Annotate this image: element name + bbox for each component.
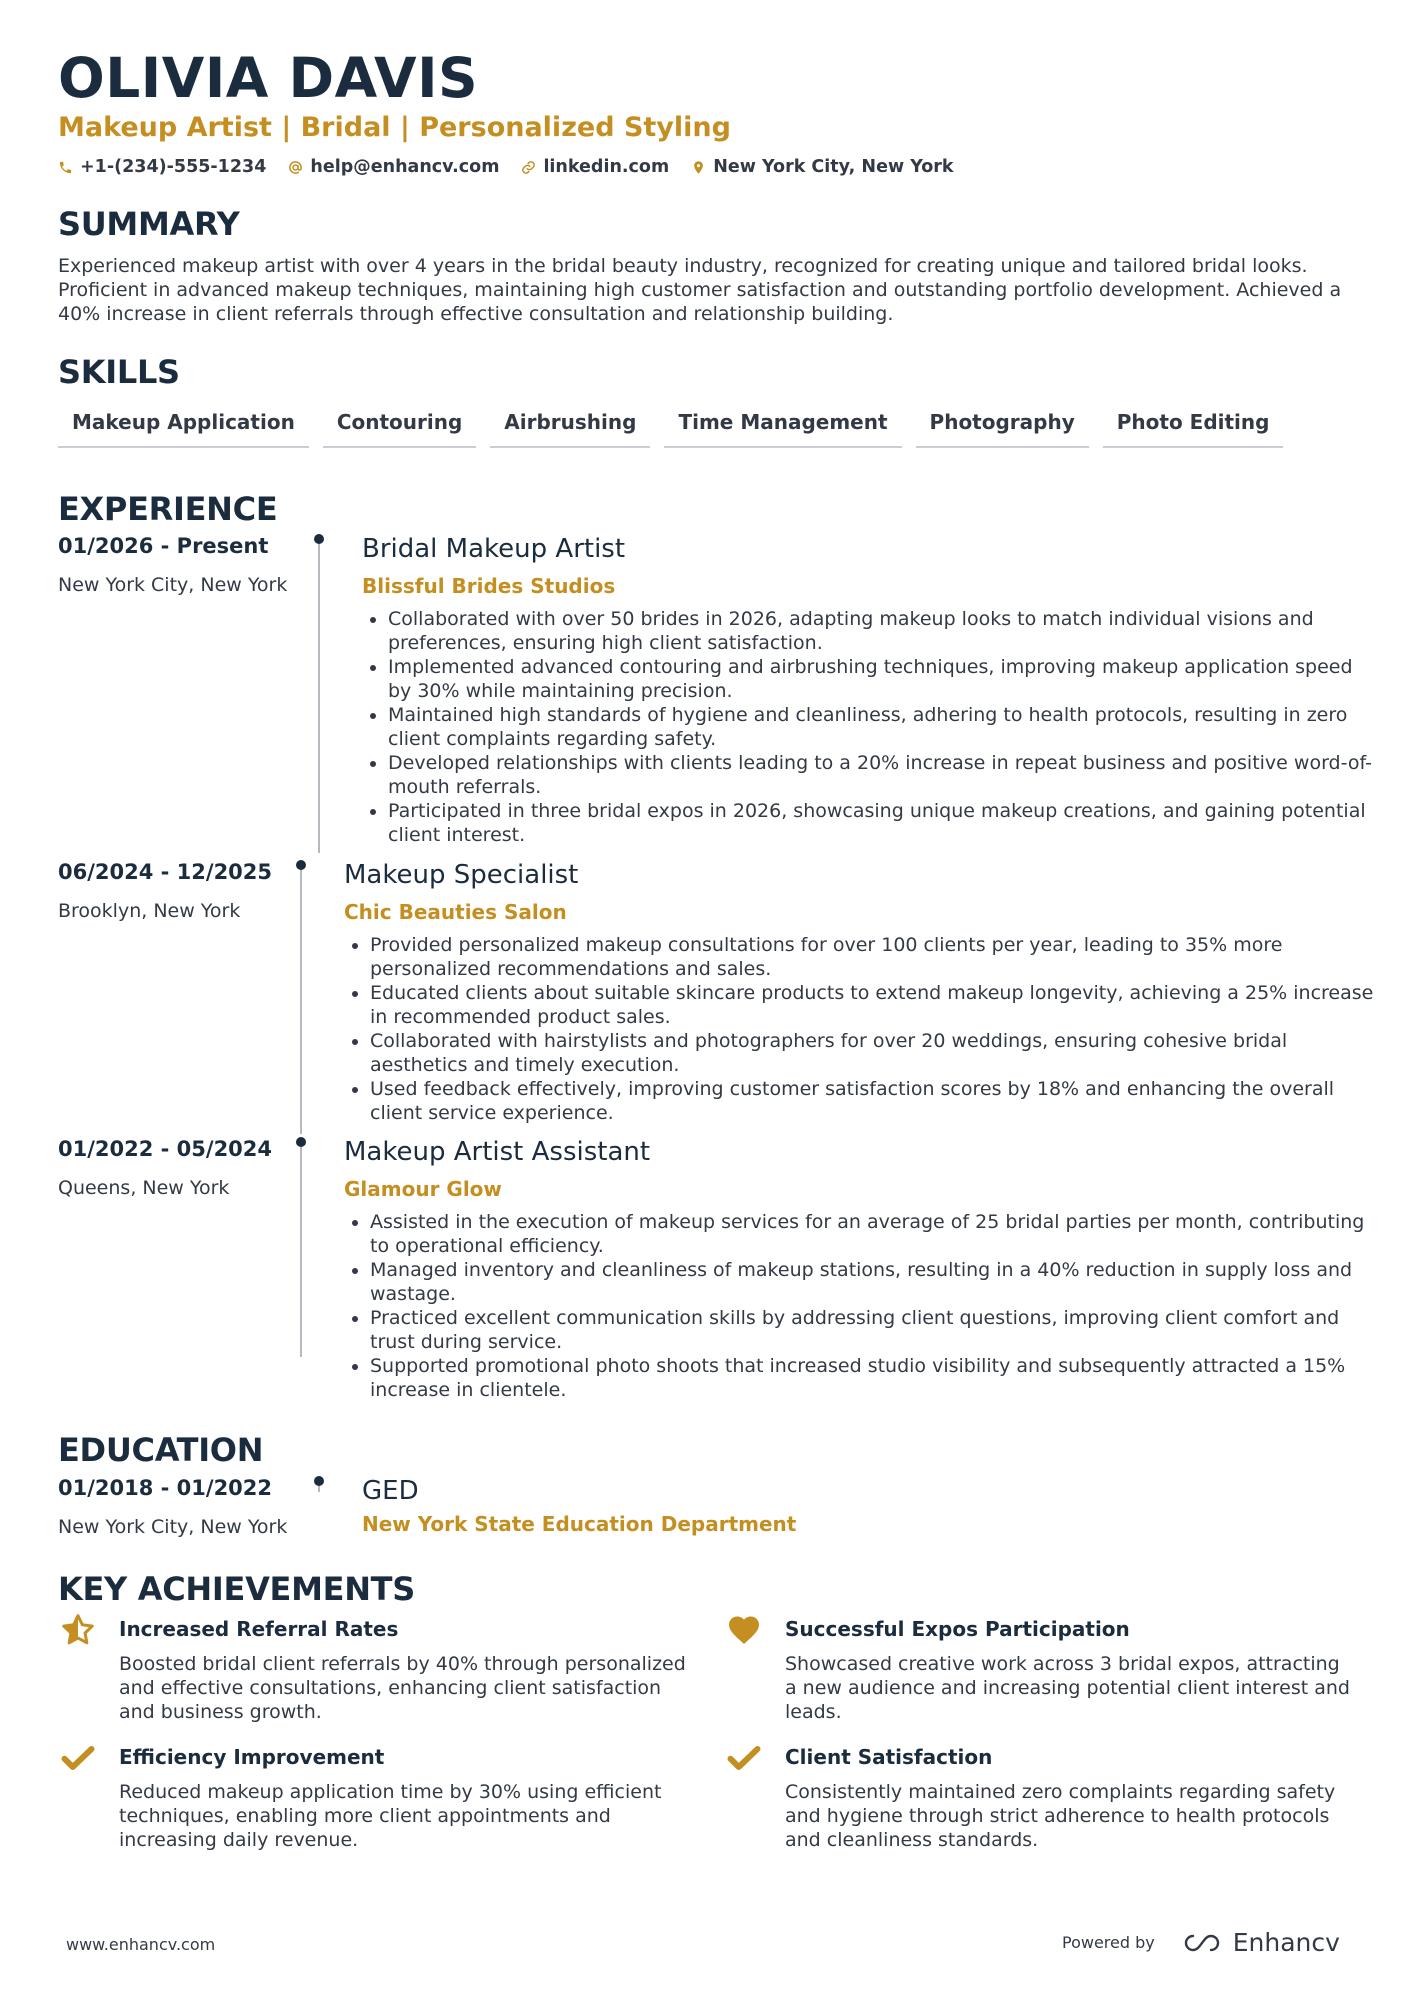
job-title: Bridal Makeup Artist [362,534,626,564]
job-company: Blissful Brides Studios [362,574,616,598]
achievement-desc: Boosted bridal client referrals by 40% through personalized and effective consultations, enhancing client satisfaction and business growth. [119,1653,686,1723]
job-location: Brooklyn, New York [58,900,241,922]
footer-powered-by [1062,1928,1340,1957]
job-dates: 06/2024 - 12/2025 [58,860,273,884]
achievement-title: Efficiency Improvement [119,1745,385,1769]
bullet-item: • Collaborated with over 50 brides in 2026, adapting makeup looks to match individual visions and preferences, ensuring high client satisfaction. [388,607,1380,655]
skills-heading: SKILLS [58,353,180,391]
job-location: Queens, New York [58,1177,230,1199]
candidate-tagline: Makeup Artist | Bridal | Personalized Styling [58,112,731,143]
job-company: Glamour Glow [344,1177,502,1201]
phone-text: +1-(234)-555-1234 [80,157,267,177]
bullet-item: • Assisted in the execution of makeup services for an average of 25 bridal parties per month, contributing to operational efficiency. [370,1210,1380,1258]
powered-by-label: Powered by [1062,1933,1155,1952]
job-dates: 01/2022 - 05/2024 [58,1137,273,1161]
skills-list [58,406,1283,448]
bullet-item: • Maintained high standards of hygiene and cleanliness, adhering to health protocols, resulting in zero client complaints regarding safety. [388,703,1380,751]
education-degree: GED [362,1476,419,1506]
heart-icon [726,1612,762,1648]
job-dates: 01/2026 - Present [58,534,269,558]
skill-tag: Contouring [323,406,476,448]
education-heading: EDUCATION [58,1431,264,1469]
bullet-item: • Provided personalized makeup consultations for over 100 clients per year, leading to 35% more personalized recommendations and sales. [370,933,1380,981]
skill-tag: Makeup Application [58,406,309,448]
footer-website[interactable]: www.enhancv.com [66,1935,216,1954]
bullet-item: • Collaborated with hairstylists and photographers for over 20 weddings, ensuring cohesive bridal aesthetics and timely execution. [370,1029,1380,1077]
bullet-item: • Implemented advanced contouring and airbrushing techniques, improving makeup application speed by 30% while maintaining precision. [388,655,1380,703]
location-pin-icon [691,160,706,175]
timeline-dot [296,860,306,870]
achievement-title: Client Satisfaction [785,1745,993,1769]
summary-text: Experienced makeup artist with over 4 years in the bridal beauty industry, recognized for creating unique and tailored bridal looks. Proficient in advanced makeup techniques, maintaining high customer satisfaction and outstanding portfolio development. Achieved a 40% increase in client referrals through effective consultation and relationship building. [58,255,1342,325]
contact-location [691,157,953,177]
contact-phone[interactable] [58,157,266,177]
timeline-line [318,538,320,853]
link-icon [521,160,536,175]
phone-icon [58,160,73,175]
achievement-title: Increased Referral Rates [119,1617,399,1641]
experience-heading: EXPERIENCE [58,490,278,528]
enhancv-logo-icon [1179,1931,1225,1955]
job-company: Chic Beauties Salon [344,900,567,924]
skill-tag: Time Management [664,406,901,448]
timeline-line [300,864,302,1134]
bullet-item: • Developed relationships with clients leading to a 20% increase in repeat business and positive word-of-mouth referrals. [388,751,1380,799]
education-dates: 01/2018 - 01/2022 [58,1476,273,1500]
check-icon [726,1740,762,1776]
brand-logo[interactable] [1179,1928,1340,1957]
skill-tag: Photography [916,406,1089,448]
bullet-item: • Used feedback effectively, improving customer satisfaction scores by 18% and enhancing the overall client service experience. [370,1077,1380,1125]
bullet-item: • Managed inventory and cleanliness of makeup stations, resulting in a 40% reduction in supply loss and wastage. [370,1258,1380,1306]
achievements-heading: KEY ACHIEVEMENTS [58,1570,415,1608]
contact-bar [58,157,954,177]
education-location: New York City, New York [58,1516,288,1538]
timeline-dot [314,534,324,544]
skill-tag: Airbrushing [490,406,650,448]
email-text: help@enhancv.com [310,157,500,177]
job-bullets [366,607,1380,847]
job-title: Makeup Artist Assistant [344,1137,651,1167]
brand-name: Enhancv [1232,1928,1340,1957]
achievement-desc: Reduced makeup application time by 30% using efficient techniques, enabling more client appointments and increasing daily revenue. [119,1781,662,1851]
check-icon [60,1740,96,1776]
star-half-icon [60,1612,96,1648]
achievement-desc: Showcased creative work across 3 bridal expos, attracting a new audience and increasing potential client interest and leads. [785,1653,1350,1723]
candidate-name: OLIVIA DAVIS [58,46,479,110]
job-title: Makeup Specialist [344,860,579,890]
job-location: New York City, New York [58,574,288,596]
skill-tag: Photo Editing [1103,406,1284,448]
location-text: New York City, New York [713,157,954,177]
achievement-desc: Consistently maintained zero complaints regarding safety and hygiene through strict adherence to health protocols and cleanliness standards. [785,1781,1336,1851]
timeline-dot [296,1137,306,1147]
timeline-line [300,1141,302,1357]
at-icon [288,160,303,175]
job-bullets [348,933,1380,1125]
bullet-item: • Educated clients about suitable skincare products to extend makeup longevity, achieving a 25% increase in recommended product sales. [370,981,1380,1029]
contact-email[interactable] [288,157,499,177]
bullet-item: • Practiced excellent communication skills by addressing client questions, improving client comfort and trust during service. [370,1306,1380,1354]
bullet-item: • Participated in three bridal expos in 2026, showcasing unique makeup creations, and gaining potential client interest. [388,799,1380,847]
bullet-item: • Supported promotional photo shoots that increased studio visibility and subsequently attracted a 15% increase in clientele. [370,1354,1380,1402]
timeline-dot [314,1476,324,1486]
job-bullets [348,1210,1380,1402]
contact-linkedin[interactable] [521,157,669,177]
summary-heading: SUMMARY [58,205,240,243]
achievement-title: Successful Expos Participation [785,1617,1130,1641]
linkedin-text: linkedin.com [543,157,670,177]
education-school: New York State Education Department [362,1512,797,1536]
